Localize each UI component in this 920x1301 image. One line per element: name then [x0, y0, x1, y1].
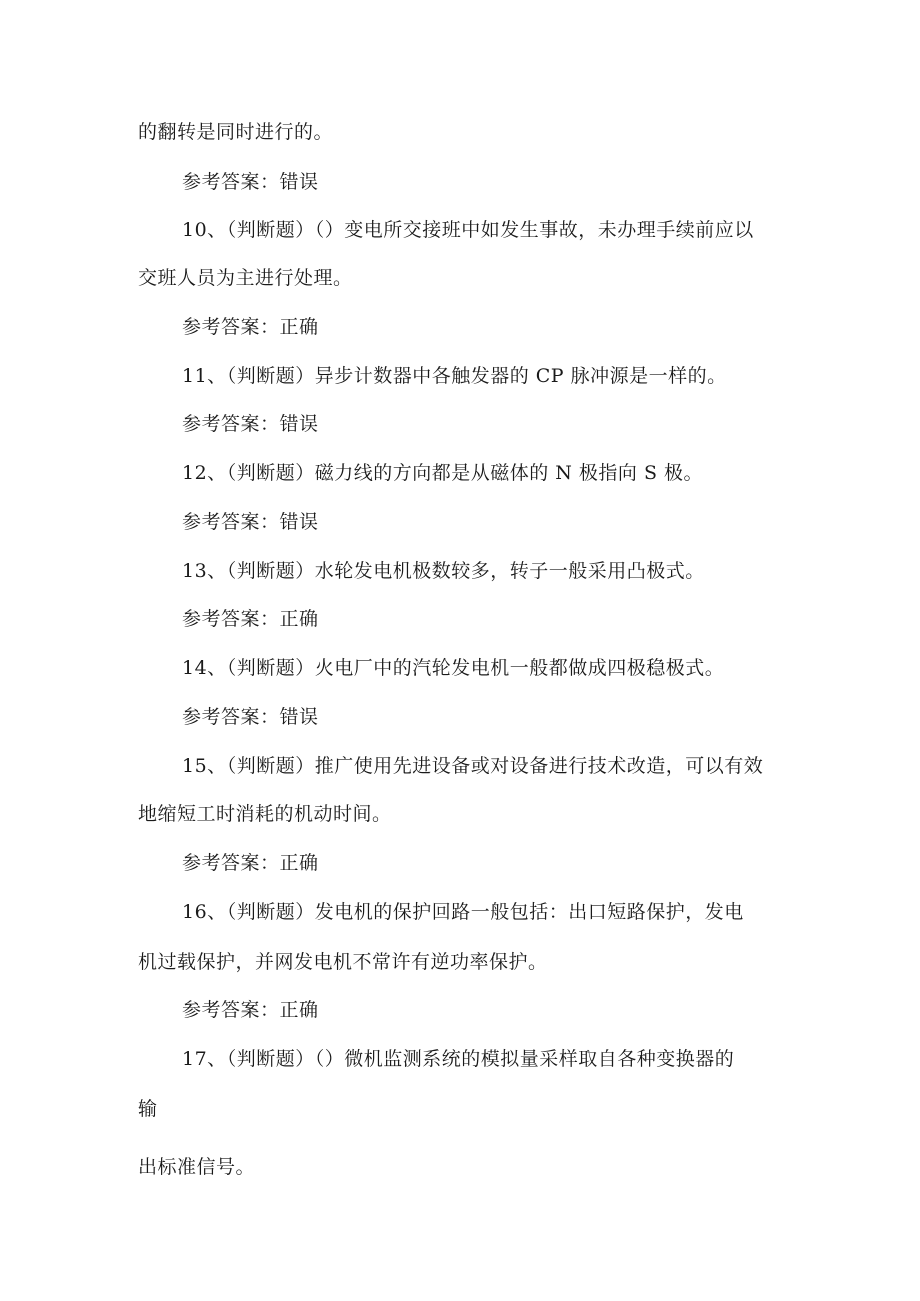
answer-label: 参考答案： — [182, 511, 280, 533]
answer-label: 参考答案： — [182, 999, 280, 1021]
answer-value: 正确 — [279, 608, 319, 630]
question-number: 14、 — [182, 657, 227, 679]
question-number: 11、 — [182, 365, 227, 387]
answer-label: 参考答案： — [182, 852, 280, 874]
question-type: （判断题） — [226, 560, 315, 582]
answer-label: 参考答案： — [182, 706, 280, 728]
answer-label: 参考答案： — [182, 608, 280, 630]
question-type: （判断题） — [226, 365, 315, 387]
question-text: 火电厂中的汽轮发电机一般都做成四极稳极式。 — [314, 657, 725, 679]
answer-row — [182, 998, 319, 1022]
answer-row — [182, 170, 319, 194]
answer-value: 错误 — [279, 511, 319, 533]
answer-row — [182, 510, 319, 534]
question-number: 10、 — [182, 219, 227, 241]
answer-value: 正确 — [279, 316, 319, 338]
question-number: 16、 — [182, 901, 227, 923]
question-type: （判断题） — [226, 462, 315, 484]
question-text-continued: 输 — [138, 1098, 158, 1120]
answer-row — [182, 412, 319, 436]
question-text: 异步计数器中各触发器的 CP 脉冲源是一样的。 — [314, 365, 727, 387]
question-text: （）变电所交接班中如发生事故，未办理手续前应以 — [314, 219, 754, 241]
answer-value: 错误 — [279, 413, 319, 435]
question-text: 磁力线的方向都是从磁体的 N 极指向 S 极。 — [314, 462, 704, 484]
question-text-continued: 机过载保护，并网发电机不常许有逆功率保护。 — [138, 951, 548, 973]
question-line — [182, 656, 724, 680]
answer-value: 错误 — [279, 706, 319, 728]
question-line — [182, 461, 703, 485]
answer-row — [182, 315, 319, 339]
question-text: 推广使用先进设备或对设备进行技术改造，可以有效 — [314, 755, 764, 777]
question-line — [182, 218, 754, 242]
answer-row — [182, 851, 319, 875]
question-text-continued: 交班人员为主进行处理。 — [138, 267, 353, 289]
answer-value: 正确 — [279, 852, 319, 874]
question-text: 水轮发电机极数较多，转子一般采用凸极式。 — [314, 560, 705, 582]
question-text: （）微机监测系统的模拟量采样取自各种变换器的 — [314, 1048, 735, 1070]
question-type: （判断题） — [226, 901, 315, 923]
question-line — [182, 559, 705, 583]
answer-row — [182, 607, 319, 631]
answer-label: 参考答案： — [182, 413, 280, 435]
question-number: 15、 — [182, 755, 227, 777]
question-number: 17、 — [182, 1048, 227, 1070]
question-text-continued: 出标准信号。 — [138, 1156, 256, 1178]
question-number: 12、 — [182, 462, 227, 484]
question-type: （判断题） — [226, 219, 315, 241]
answer-value: 错误 — [279, 171, 319, 193]
question-type: （判断题） — [226, 1048, 315, 1070]
answer-label: 参考答案： — [182, 171, 280, 193]
question-number: 13、 — [182, 560, 227, 582]
question-text: 发电机的保护回路一般包括：出口短路保护，发电 — [314, 901, 744, 923]
question-type: （判断题） — [226, 657, 315, 679]
answer-value: 正确 — [279, 999, 319, 1021]
answer-row — [182, 705, 319, 729]
question-type: （判断题） — [226, 755, 315, 777]
question-text-continued: 地缩短工时消耗的机动时间。 — [138, 803, 392, 825]
answer-label: 参考答案： — [182, 316, 280, 338]
question-line — [182, 1047, 734, 1071]
continuation-text: 的翻转是同时进行的。 — [138, 121, 334, 143]
question-line — [182, 900, 744, 924]
question-line — [182, 364, 727, 388]
question-line — [182, 754, 763, 778]
